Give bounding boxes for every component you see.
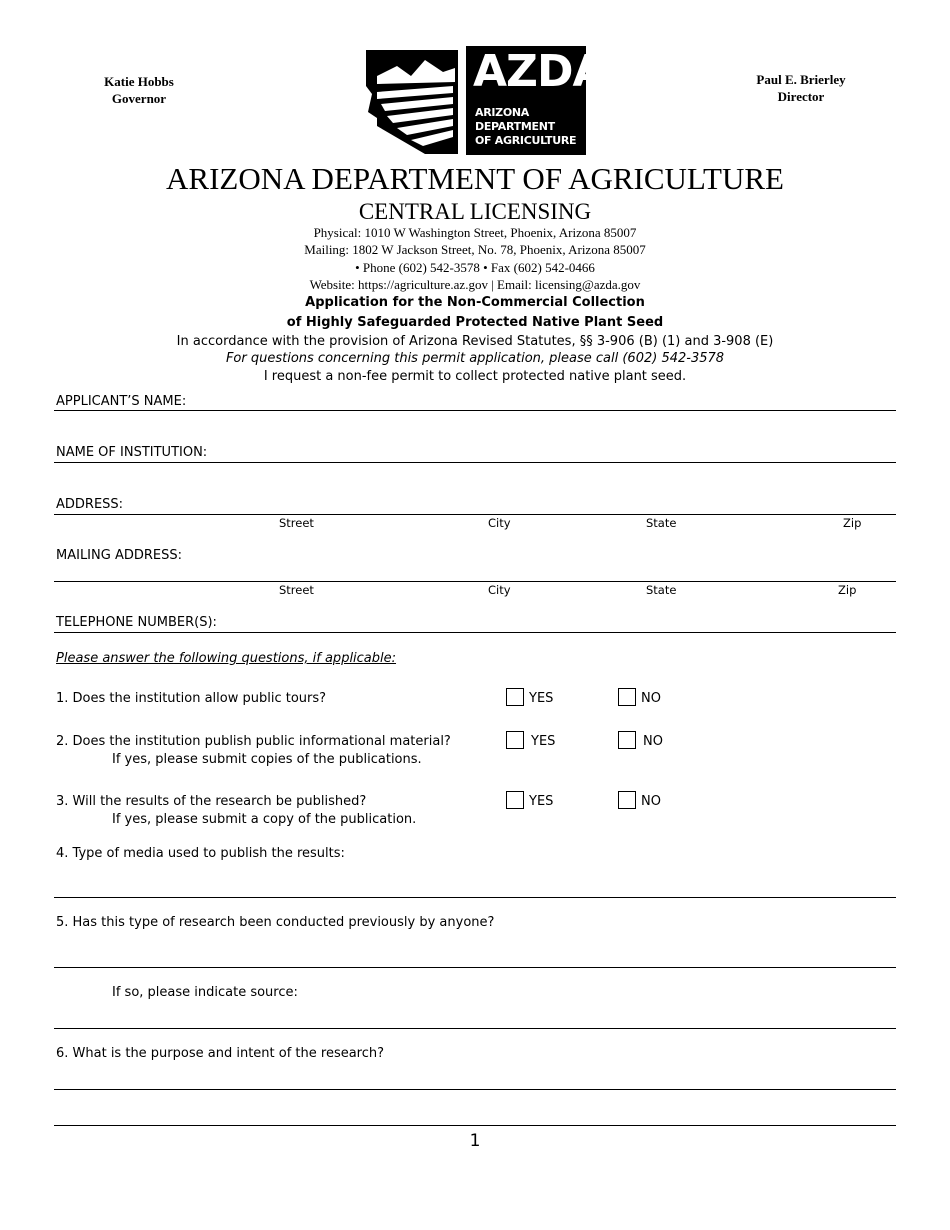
governor-block [78,73,200,107]
logo-subtext [475,106,576,148]
applicant-name-label: APPLICANT’S NAME: [56,394,187,409]
q3-no-checkbox[interactable] [618,791,636,809]
questions-phone-note: For questions concerning this permit application, please call (602) 542-3578 [225,351,725,366]
mailing-state-caption: State [646,583,677,597]
agency-title: ARIZONA DEPARTMENT OF AGRICULTURE [166,161,784,196]
telephone-field[interactable] [54,632,896,633]
mailing-address-field[interactable] [54,581,896,582]
question-4: 4. Type of media used to publish the results: [56,846,345,861]
q1-no-label: NO [641,691,661,706]
mailing-street-caption: Street [279,583,314,597]
q3-yes-checkbox[interactable] [506,791,524,809]
address-zip-caption: Zip [843,516,862,530]
governor-title: Governor [111,91,167,106]
logo-line-1: ARIZONA [475,106,530,119]
logo-line-3: OF AGRICULTURE [475,134,577,147]
mailing-city-caption: City [488,583,511,597]
institution-name-field[interactable] [54,462,896,463]
institution-name-label: NAME OF INSTITUTION: [56,445,208,460]
form-title-line-1: Application for the Non-Commercial Collection [305,295,645,310]
question-1: 1. Does the institution allow public tours? [56,691,327,706]
director-title: Director [777,89,825,104]
question-2: 2. Does the institution publish public informational material? [56,734,451,749]
address-city-caption: City [488,516,511,530]
question-5: 5. Has this type of research been conducted previously by anyone? [56,915,495,930]
address-field[interactable] [54,514,896,515]
question-2-note: If yes, please submit copies of the publications. [112,752,422,767]
q5-source-field[interactable] [54,1028,896,1029]
form-title-line-2: of Highly Safeguarded Protected Native Plant Seed [286,315,664,330]
phone-fax: • Phone (602) 542-3578 • Fax (602) 542-0466 [355,260,595,275]
q6-answer-field-1[interactable] [54,1089,896,1090]
logo-line-2: DEPARTMENT [475,120,555,133]
question-5-source-label: If so, please indicate source: [112,985,298,1000]
address-state-caption: State [646,516,677,530]
division-title: CENTRAL LICENSING [358,199,592,224]
statute-reference: In accordance with the provision of Arizona Revised Statutes, §§ 3-906 (B) (1) and 3-908 (E) [176,334,774,349]
physical-address: Physical: 1010 W Washington Street, Phoenix, Arizona 85007 [313,225,637,240]
q6-answer-field-2[interactable] [54,1125,896,1126]
mailing-address: Mailing: 1802 W Jackson Street, No. 78, Phoenix, Arizona 85007 [304,242,646,257]
address-label: ADDRESS: [56,497,124,512]
instructions-heading: Please answer the following questions, if applicable: [56,651,397,666]
q2-yes-checkbox[interactable] [506,731,524,749]
q2-yes-label: YES [531,734,556,749]
mailing-zip-caption: Zip [838,583,857,597]
question-3-note: If yes, please submit a copy of the publication. [112,812,417,827]
logo-wordmark: AZDA [473,46,606,97]
question-6: 6. What is the purpose and intent of the research? [56,1046,385,1061]
q3-yes-label: YES [529,794,554,809]
applicant-name-field[interactable] [54,410,896,411]
q2-no-label: NO [643,734,663,749]
q3-no-label: NO [641,794,661,809]
permit-request: I request a non-fee permit to collect protected native plant seed. [263,369,687,384]
mailing-address-label: MAILING ADDRESS: [56,548,182,563]
azda-logo [363,46,606,155]
q1-no-checkbox[interactable] [618,688,636,706]
q1-yes-checkbox[interactable] [506,688,524,706]
website-email: Website: https://agriculture.az.gov | Email: licensing@azda.gov [309,277,641,292]
q1-yes-label: YES [529,691,554,706]
director-block [735,71,867,105]
address-street-caption: Street [279,516,314,530]
q5-answer-field[interactable] [54,967,896,968]
page-number: 1 [469,1131,481,1151]
q2-no-checkbox[interactable] [618,731,636,749]
q4-answer-field[interactable] [54,897,896,898]
director-name: Paul E. Brierley [756,72,846,87]
telephone-label: TELEPHONE NUMBER(S): [56,615,217,630]
question-3: 3. Will the results of the research be published? [56,794,367,809]
governor-name: Katie Hobbs [104,74,174,89]
